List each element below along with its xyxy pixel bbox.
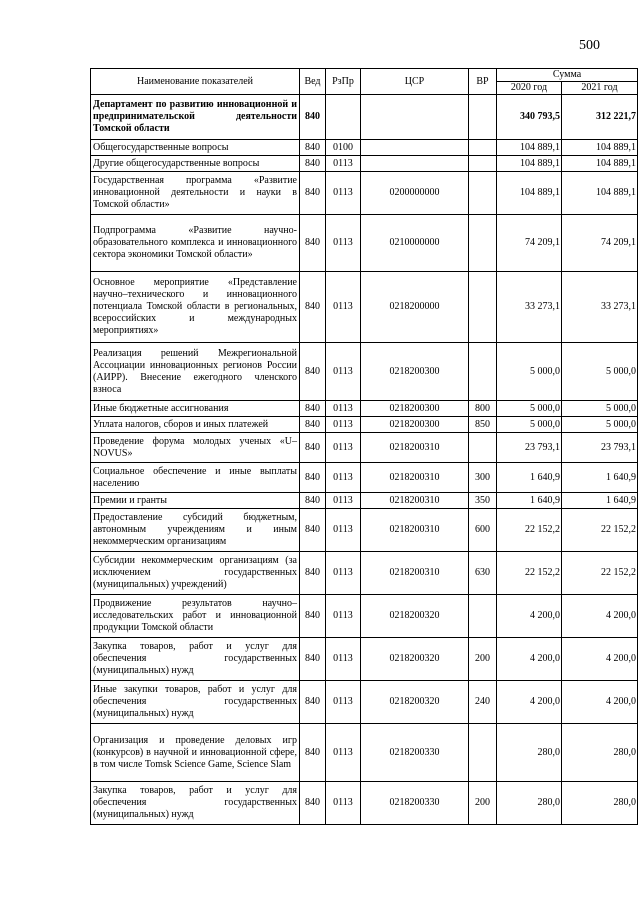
row-vr [469, 140, 497, 156]
row-sum-2020: 340 793,5 [497, 95, 562, 140]
row-name: Другие общегосударственные вопросы [91, 156, 300, 172]
header-ved: Вед [300, 69, 326, 95]
row-rzpr: 0113 [326, 493, 361, 509]
row-name: Департамент по развитию инновационной и предпринимательской деятельности Томской области [91, 95, 300, 140]
row-sum-2021: 22 152,2 [562, 552, 638, 595]
table-row [91, 433, 638, 463]
row-name: Иные закупки товаров, работ и услуг для обеспечения государственных (муниципальных) нужд [91, 681, 300, 724]
row-csr [361, 95, 469, 140]
row-sum-2021: 280,0 [562, 724, 638, 782]
row-csr: 0218200300 [361, 343, 469, 401]
row-sum-2021: 4 200,0 [562, 638, 638, 681]
row-csr: 0210000000 [361, 215, 469, 272]
row-sum-2021: 104 889,1 [562, 172, 638, 215]
row-sum-2020: 280,0 [497, 782, 562, 825]
row-sum-2021: 1 640,9 [562, 493, 638, 509]
row-name: Иные бюджетные ассигнования [91, 401, 300, 417]
row-ved: 840 [300, 724, 326, 782]
row-ved: 840 [300, 417, 326, 433]
row-csr: 0218200310 [361, 509, 469, 552]
row-vr [469, 595, 497, 638]
row-sum-2021: 104 889,1 [562, 156, 638, 172]
row-ved: 840 [300, 638, 326, 681]
row-csr: 0218200320 [361, 595, 469, 638]
row-vr [469, 156, 497, 172]
row-sum-2021: 104 889,1 [562, 140, 638, 156]
page-number: 500 [579, 38, 600, 53]
row-ved: 840 [300, 433, 326, 463]
row-rzpr: 0113 [326, 724, 361, 782]
row-vr [469, 95, 497, 140]
budget-table [90, 68, 638, 825]
row-sum-2021: 5 000,0 [562, 343, 638, 401]
row-rzpr: 0113 [326, 417, 361, 433]
row-name: Основное мероприятие «Представление научно–технического и инновационного потенциала Томской области в региональных, всероссийских и международных мероприятиях» [91, 272, 300, 343]
row-sum-2021: 74 209,1 [562, 215, 638, 272]
row-vr: 630 [469, 552, 497, 595]
table-row [91, 272, 638, 343]
row-csr: 0218200300 [361, 417, 469, 433]
row-sum-2020: 23 793,1 [497, 433, 562, 463]
row-sum-2020: 74 209,1 [497, 215, 562, 272]
row-csr [361, 156, 469, 172]
row-ved: 840 [300, 140, 326, 156]
table-row [91, 172, 638, 215]
row-name: Общегосударственные вопросы [91, 140, 300, 156]
row-sum-2020: 22 152,2 [497, 509, 562, 552]
row-name: Подпрограмма «Развитие научно-образовательного комплекса и инновационного сектора экономики Томской области» [91, 215, 300, 272]
row-name: Уплата налогов, сборов и иных платежей [91, 417, 300, 433]
row-csr: 0218200000 [361, 272, 469, 343]
table-header [91, 69, 638, 95]
row-ved: 840 [300, 156, 326, 172]
row-ved: 840 [300, 401, 326, 417]
row-sum-2020: 5 000,0 [497, 417, 562, 433]
row-vr [469, 272, 497, 343]
header-name: Наименование показателей [91, 69, 300, 95]
row-name: Закупка товаров, работ и услуг для обеспечения государственных (муниципальных) нужд [91, 782, 300, 825]
row-name: Продвижение результатов научно–исследовательских работ и инновационной продукции Томской области [91, 595, 300, 638]
row-rzpr: 0113 [326, 463, 361, 493]
row-ved: 840 [300, 595, 326, 638]
row-name: Субсидии некоммерческим организациям (за исключением государственных (муниципальных) учреждений) [91, 552, 300, 595]
table-row [91, 156, 638, 172]
row-vr: 300 [469, 463, 497, 493]
row-sum-2020: 4 200,0 [497, 638, 562, 681]
row-csr: 0218200320 [361, 681, 469, 724]
row-sum-2020: 22 152,2 [497, 552, 562, 595]
table-row [91, 638, 638, 681]
table-row [91, 95, 638, 140]
row-ved: 840 [300, 509, 326, 552]
table-row [91, 595, 638, 638]
row-sum-2020: 1 640,9 [497, 463, 562, 493]
row-ved: 840 [300, 95, 326, 140]
row-sum-2020: 4 200,0 [497, 595, 562, 638]
header-year-2020: 2020 год [497, 82, 562, 95]
table-row [91, 140, 638, 156]
row-ved: 840 [300, 681, 326, 724]
row-rzpr: 0113 [326, 782, 361, 825]
row-vr [469, 433, 497, 463]
header-year-2021: 2021 год [562, 82, 638, 95]
row-csr: 0218200310 [361, 552, 469, 595]
row-name: Проведение форума молодых ученых «U–NOVUS» [91, 433, 300, 463]
table-row [91, 401, 638, 417]
row-sum-2020: 5 000,0 [497, 343, 562, 401]
row-rzpr: 0113 [326, 156, 361, 172]
row-vr [469, 172, 497, 215]
row-rzpr: 0113 [326, 509, 361, 552]
row-csr: 0218200320 [361, 638, 469, 681]
row-ved: 840 [300, 172, 326, 215]
table-row [91, 343, 638, 401]
row-sum-2021: 1 640,9 [562, 463, 638, 493]
row-sum-2021: 5 000,0 [562, 401, 638, 417]
row-vr: 350 [469, 493, 497, 509]
row-name: Организация и проведение деловых игр (конкурсов) в научной и инновационной сфере, в том числе Tomsk Science Game, Science Slam [91, 724, 300, 782]
row-name: Реализация решений Межрегиональной Ассоциации инновационных регионов России (АИРР). Внесение ежегодного членского взноса [91, 343, 300, 401]
row-csr [361, 140, 469, 156]
row-csr: 0200000000 [361, 172, 469, 215]
row-csr: 0218200300 [361, 401, 469, 417]
row-sum-2020: 104 889,1 [497, 172, 562, 215]
row-rzpr: 0113 [326, 638, 361, 681]
table-row [91, 681, 638, 724]
row-vr: 240 [469, 681, 497, 724]
header-sum: Сумма [497, 69, 638, 82]
row-vr: 800 [469, 401, 497, 417]
table-row [91, 509, 638, 552]
row-rzpr: 0100 [326, 140, 361, 156]
row-ved: 840 [300, 463, 326, 493]
row-name: Государственная программа «Развитие инновационной деятельности и науки в Томской области» [91, 172, 300, 215]
row-ved: 840 [300, 343, 326, 401]
table-row [91, 782, 638, 825]
row-vr: 600 [469, 509, 497, 552]
row-rzpr: 0113 [326, 172, 361, 215]
row-rzpr: 0113 [326, 401, 361, 417]
row-vr: 200 [469, 782, 497, 825]
row-rzpr: 0113 [326, 552, 361, 595]
row-sum-2021: 4 200,0 [562, 595, 638, 638]
row-csr: 0218200310 [361, 493, 469, 509]
row-vr: 850 [469, 417, 497, 433]
row-csr: 0218200330 [361, 782, 469, 825]
row-name: Премии и гранты [91, 493, 300, 509]
row-rzpr [326, 95, 361, 140]
table-body [91, 95, 638, 825]
table-row [91, 417, 638, 433]
row-sum-2020: 104 889,1 [497, 140, 562, 156]
row-ved: 840 [300, 272, 326, 343]
row-ved: 840 [300, 782, 326, 825]
row-rzpr: 0113 [326, 595, 361, 638]
row-name: Закупка товаров, работ и услуг для обеспечения государственных (муниципальных) нужд [91, 638, 300, 681]
row-vr [469, 343, 497, 401]
row-rzpr: 0113 [326, 681, 361, 724]
row-rzpr: 0113 [326, 433, 361, 463]
row-sum-2020: 104 889,1 [497, 156, 562, 172]
row-ved: 840 [300, 493, 326, 509]
table-row [91, 724, 638, 782]
header-vr: ВР [469, 69, 497, 95]
row-csr: 0218200310 [361, 433, 469, 463]
row-sum-2021: 23 793,1 [562, 433, 638, 463]
table-row [91, 493, 638, 509]
row-sum-2021: 4 200,0 [562, 681, 638, 724]
row-vr: 200 [469, 638, 497, 681]
row-sum-2021: 22 152,2 [562, 509, 638, 552]
row-sum-2021: 33 273,1 [562, 272, 638, 343]
row-vr [469, 724, 497, 782]
row-vr [469, 215, 497, 272]
row-sum-2020: 5 000,0 [497, 401, 562, 417]
row-name: Предоставление субсидий бюджетным, автономным учреждениям и иным некоммерческим организациям [91, 509, 300, 552]
row-ved: 840 [300, 552, 326, 595]
row-sum-2021: 5 000,0 [562, 417, 638, 433]
row-sum-2020: 33 273,1 [497, 272, 562, 343]
row-csr: 0218200330 [361, 724, 469, 782]
row-sum-2021: 312 221,7 [562, 95, 638, 140]
table-row [91, 215, 638, 272]
row-sum-2021: 280,0 [562, 782, 638, 825]
table-row [91, 552, 638, 595]
row-rzpr: 0113 [326, 343, 361, 401]
row-rzpr: 0113 [326, 215, 361, 272]
row-csr: 0218200310 [361, 463, 469, 493]
row-sum-2020: 280,0 [497, 724, 562, 782]
table-row [91, 463, 638, 493]
row-sum-2020: 1 640,9 [497, 493, 562, 509]
row-name: Социальное обеспечение и иные выплаты населению [91, 463, 300, 493]
header-rzpr: РзПр [326, 69, 361, 95]
row-sum-2020: 4 200,0 [497, 681, 562, 724]
row-rzpr: 0113 [326, 272, 361, 343]
row-ved: 840 [300, 215, 326, 272]
header-csr: ЦСР [361, 69, 469, 95]
